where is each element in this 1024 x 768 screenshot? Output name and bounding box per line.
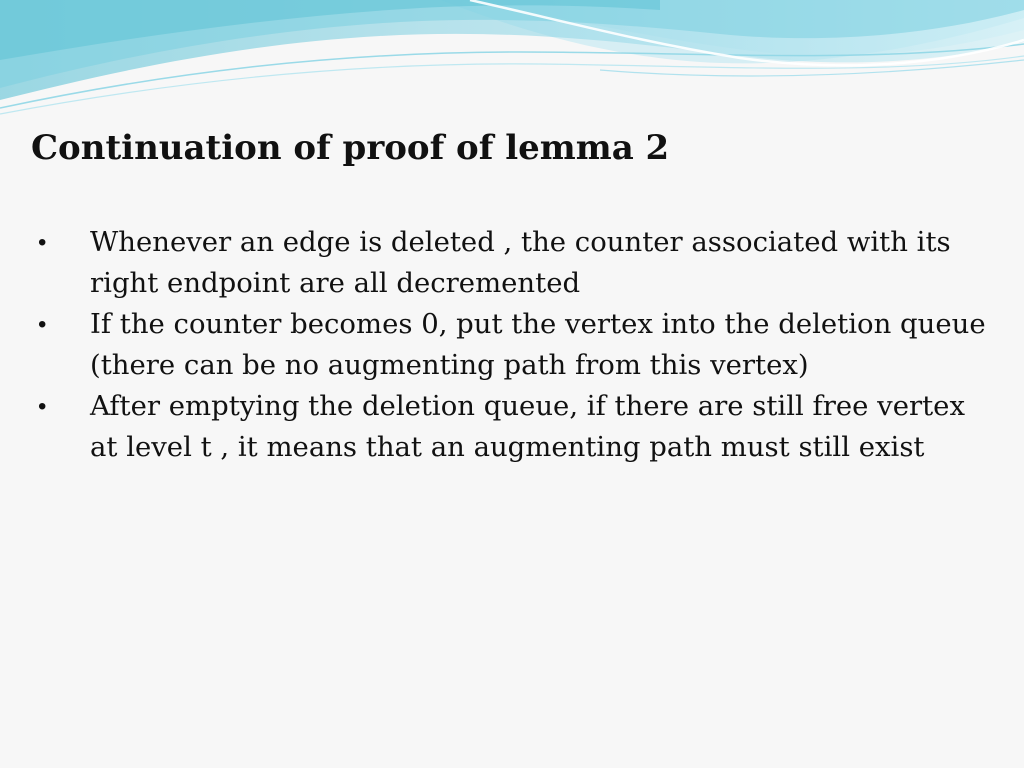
bullet-marker: •	[38, 229, 47, 256]
bullet-text: If the counter becomes 0, put the vertex into the deletion queue (there can be no augmenting path from this vertex)	[90, 308, 986, 381]
bullet-item	[0, 304, 990, 386]
slide-title: Continuation of proof of lemma 2	[31, 128, 670, 168]
bullet-text: After emptying the deletion queue, if there are still free vertex at level t , it means that an augmenting path must still exist	[90, 390, 965, 463]
bullet-marker: •	[38, 311, 47, 338]
bullet-text: Whenever an edge is deleted , the counter associated with its right endpoint are all decremented	[90, 226, 951, 299]
bullet-marker: •	[38, 393, 47, 420]
bullet-item	[0, 222, 990, 304]
wave-decoration	[0, 0, 1024, 120]
bullet-list	[0, 222, 1024, 468]
bullet-item	[0, 386, 990, 468]
